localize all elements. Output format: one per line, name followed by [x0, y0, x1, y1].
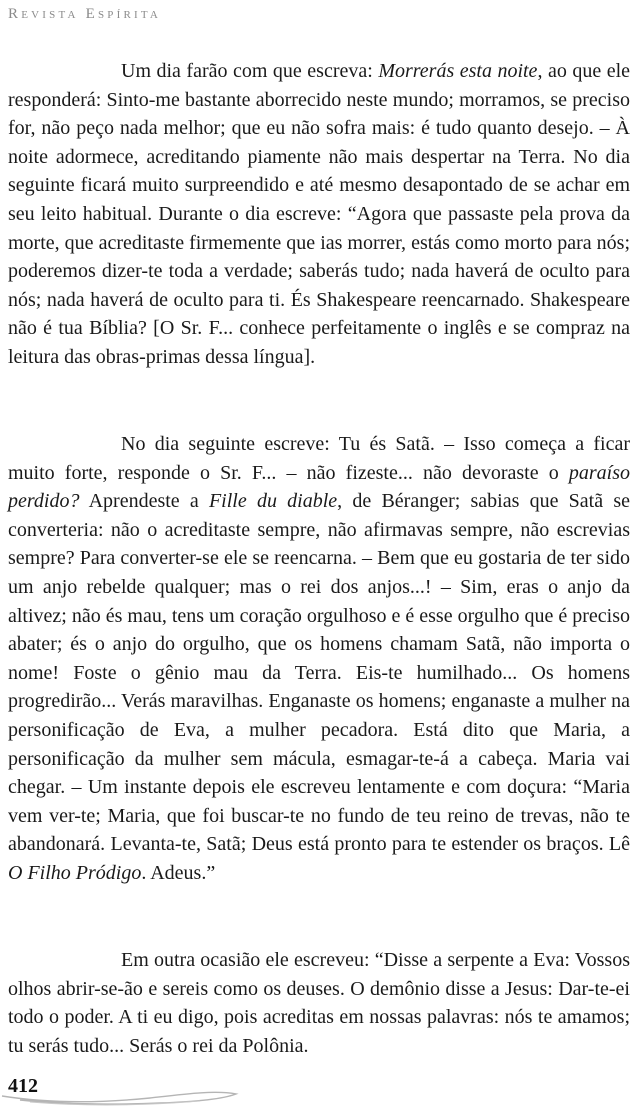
text-run: , de Béranger; sabias que Satã se converteria: não o acreditaste sempre, não afirmavas sempre, não escrevias sempre? Para converter-se ele se reencarna. – Bem que eu gostaria de ter sido um anjo rebelde qualquer; mas o rei dos anjos...! – Sim, eras o anjo da altivez; não és mau, tens um coração orgulhoso e é esse orgulho que é preciso abater; és o anjo do orgulho, que os homens chamam Satã, não importa o nome! Foste o gênio mau da Terra. Eis-te humilhado... Os homens progredirão... Verás maravilhas. Enganaste os homens; enganaste a mulher na personificação de Eva, a mulher pecadora. Está dito que Maria, a personificação da mulher sem mácula, esmagar-te-á a cabeça. Maria vai chegar. – Um instante depois ele escreveu lentamente e com doçura: “Maria vem ver-te; Maria, que foi buscar-te no fundo de teu reino de trevas, não te abandonará. Levanta-te, Satã; Deus está pronto para te estender os braços. Lê — [8, 490, 630, 856]
text-run: , ao que ele responderá: Sinto-me bastante aborrecido neste mundo; morramos, se preciso for, não peço nada melhor; que eu não sofra mais: é tudo quanto desejo. – À noite adormece, acreditando piamente não mais despertar na Terra. No dia seguinte ficará muito surpreendido e até mesmo desapontado de se achar em seu leito habitual. Durante o dia escreve: “Agora que passaste pela prova da morte, que acreditaste firmemente que ias morrer, estás como morto para nós; poderemos dizer-te toda a verdade; saberás tudo; nada haverá de oculto para nós; nada haverá de oculto para ti. És Shakespeare reencarnado. Shakespeare não é tua Bíblia? [O Sr. F... conhece perfeitamente o inglês e se compraz na leitura das obras-primas dessa língua]. — [8, 60, 631, 368]
italic-text: O Filho Pródigo — [8, 861, 142, 884]
text-run: Aprendeste a — [79, 490, 209, 513]
paragraph — [8, 57, 630, 372]
running-header: Revista Espírita — [8, 6, 162, 22]
text-run: Um dia farão com que escreva: — [121, 60, 379, 82]
italic-text: paraíso perdido? — [8, 461, 630, 513]
italic-text: Fille du diable — [208, 490, 338, 513]
text-run: No dia seguinte escreve: Tu és Satã. – Isso começa a ficar muito forte, responde o Sr. F... – não fizeste... não devoraste o — [8, 433, 630, 484]
text-run: Em outra ocasião ele escreveu: “Disse a serpente a Eva: Vossos olhos abrir-se-ão e sereis como os deuses. O demônio disse a Jesus: Dar-te-ei todo o poder. A ti eu digo, pois acreditas em nossas palavras: nós te amamos; tu serás tudo... Serás o rei da Polônia. — [8, 949, 630, 1057]
page-number: 412 — [8, 1075, 38, 1097]
paragraph — [8, 946, 630, 1060]
text-run: . Adeus.” — [141, 861, 216, 884]
paragraph — [8, 430, 630, 888]
italic-text: Morrerás esta noite — [378, 60, 538, 82]
